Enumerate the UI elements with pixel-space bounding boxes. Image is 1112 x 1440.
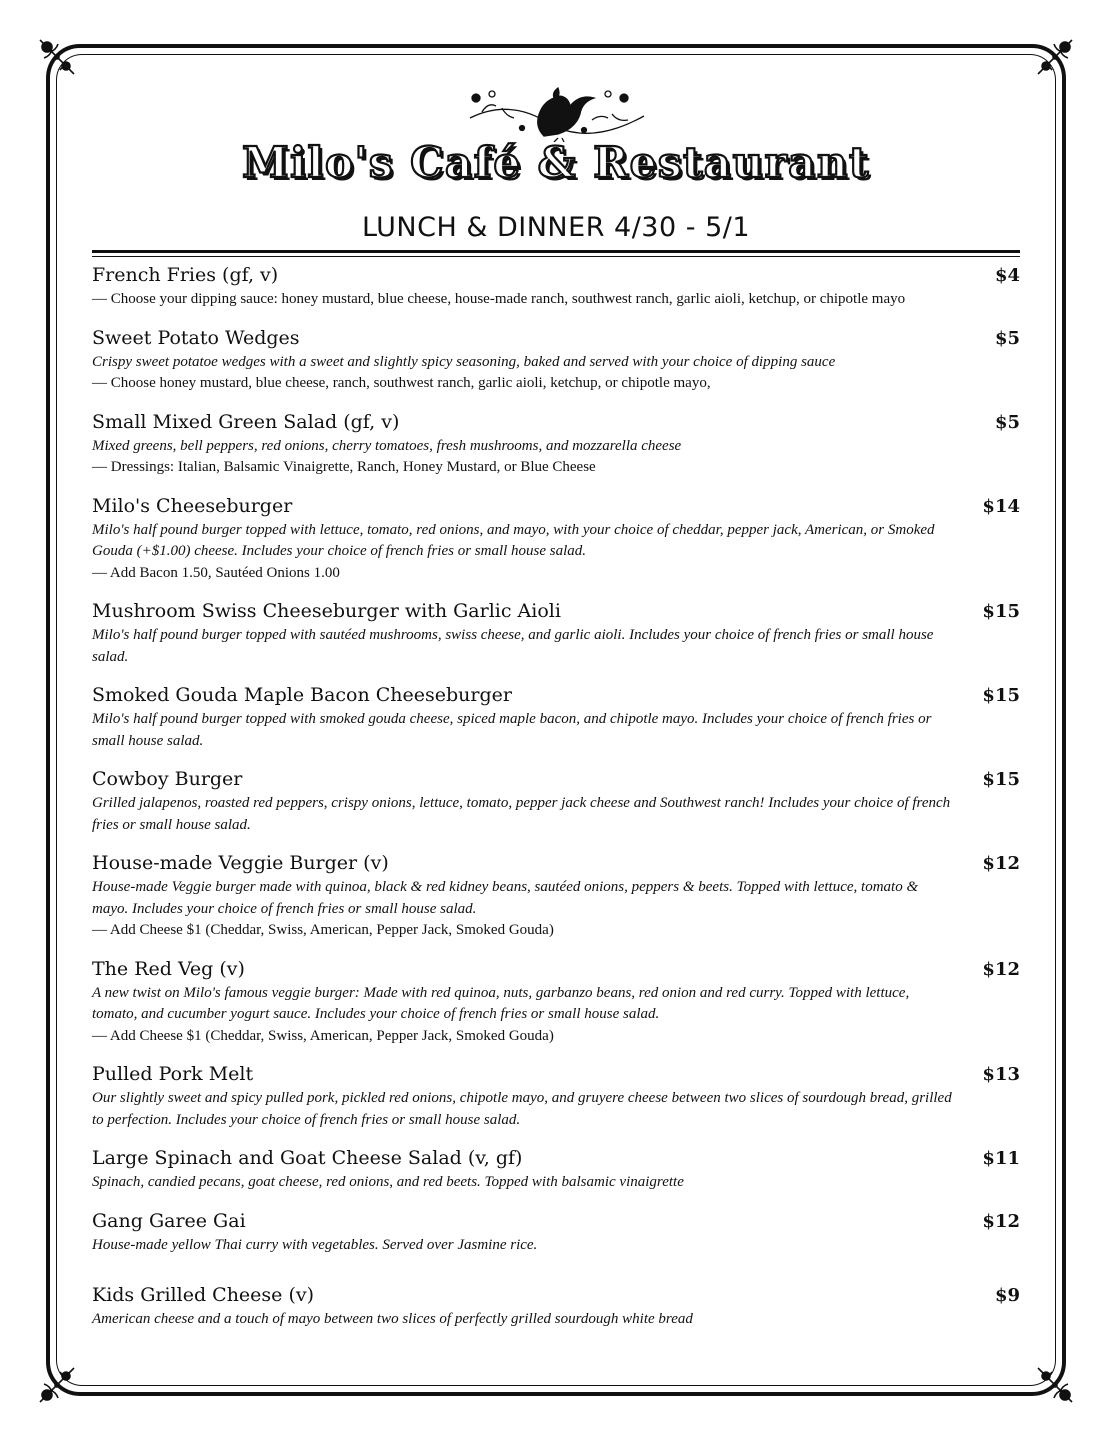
floral-ornament-icon [36, 1364, 78, 1406]
item-description: Mixed greens, bell peppers, red onions, cherry tomatoes, fresh mushrooms, and mozzarella cheese [92, 437, 682, 454]
item-description: Our slightly sweet and spicy pulled pork, pickled red onions, chipotle mayo, and gruyere cheese between two slices of sourdough bread, grilled to perfection. Includes your choice of french fries or small house salad. [92, 1090, 952, 1128]
menu-item [92, 409, 1020, 479]
floral-ornament-icon [1034, 36, 1076, 78]
item-description: Grilled jalapenos, roasted red peppers, crispy onions, lettuce, tomato, pepper jack cheese and Southwest ranch! Includes your choice of french fries or small house salad. [92, 795, 951, 833]
menu-item [92, 850, 1020, 942]
item-price: $12 [982, 958, 1020, 980]
item-price: $15 [982, 685, 1020, 706]
header-divider [92, 250, 1020, 253]
item-price: $4 [994, 265, 1020, 286]
item-description: A new twist on Milo's famous veggie burger: Made with red quinoa, nuts, garbanzo beans, red onion and red curry. Topped with lettuce, tomato, and cucumber yogurt sauce. Includes your choice of french fries or small house salad. [92, 984, 910, 1022]
item-description: American cheese and a touch of mayo between two slices of perfectly grilled sourdough white bread [92, 1311, 693, 1327]
rooster-vine-icon [462, 84, 652, 142]
item-name: Large Spinach and Goat Cheese Salad (v, gf) [92, 1147, 523, 1169]
item-name: House-made Veggie Burger (v) [92, 852, 389, 874]
item-name: Mushroom Swiss Cheeseburger with Garlic Aioli [92, 600, 561, 622]
menu-item [92, 1208, 1020, 1257]
item-price: $11 [982, 1148, 1020, 1169]
item-price: $13 [982, 1064, 1020, 1085]
item-description: Milo's half pound burger topped with lettuce, tomato, red onions, and mayo, with your choice of cheddar, pepper jack, American, or Smoked Gouda (+$1.00) cheese. Includes your choice of french fries or small house salad. [92, 521, 935, 559]
floral-ornament-icon [1034, 1364, 1076, 1406]
item-price: $5 [994, 411, 1020, 433]
menu-items-list [92, 262, 1020, 1345]
floral-ornament-icon [36, 36, 78, 78]
item-description: House-made Veggie burger made with quinoa, black & red kidney beans, sautéed onions, peppers & beets. Topped with lettuce, tomato & mayo. Includes your choice of french fries or small house salad. [92, 879, 919, 917]
item-extra: — Add Bacon 1.50, Sautéed Onions 1.00 [92, 564, 340, 581]
item-extra: — Dressings: Italian, Balsamic Vinaigrette, Ranch, Honey Mustard, or Blue Cheese [92, 459, 596, 475]
item-price: $5 [994, 327, 1020, 349]
item-description: Spinach, candied pecans, goat cheese, red onions, and red beets. Topped with balsamic vinaigrette [92, 1174, 684, 1190]
menu-item [92, 1145, 1020, 1194]
menu-item [92, 956, 1020, 1048]
menu-item [92, 682, 1020, 752]
restaurant-title: Milo's Café & Restaurant [242, 138, 870, 187]
item-extra: — Choose your dipping sauce: honey mustard, blue cheese, house-made ranch, southwest ranch, garlic aioli, ketchup, or chipotle mayo [92, 291, 906, 307]
menu-item [92, 262, 1020, 311]
item-name: Cowboy Burger [92, 768, 243, 790]
menu-item [92, 1282, 1020, 1331]
item-description: Milo's half pound burger topped with sautéed mushrooms, swiss cheese, and garlic aioli. Includes your choice of french fries or small house salad. [92, 627, 934, 665]
item-name: Sweet Potato Wedges [92, 326, 300, 349]
item-name: Smoked Gouda Maple Bacon Cheeseburger [92, 684, 512, 706]
menu-item [92, 493, 1020, 585]
item-price: $12 [982, 1210, 1020, 1232]
menu-subtitle: LUNCH & DINNER 4/30 - 5/1 [361, 212, 751, 243]
item-name: Pulled Pork Melt [92, 1063, 254, 1085]
item-price: $12 [982, 853, 1020, 874]
item-extra: — Add Cheese $1 (Cheddar, Swiss, American, Pepper Jack, Smoked Gouda) [92, 1027, 554, 1044]
item-name: Kids Grilled Cheese (v) [92, 1284, 315, 1306]
item-price: $15 [982, 601, 1020, 622]
item-extra: — Add Cheese $1 (Cheddar, Swiss, American, Pepper Jack, Smoked Gouda) [92, 922, 554, 938]
item-price: $15 [982, 769, 1020, 790]
item-name: Small Mixed Green Salad (gf, v) [92, 410, 400, 433]
menu-item [92, 325, 1020, 395]
item-description: House-made yellow Thai curry with vegetables. Served over Jasmine rice. [92, 1236, 538, 1253]
menu-item [92, 1061, 1020, 1131]
item-price: $9 [994, 1285, 1020, 1306]
header-divider-thin [92, 256, 1020, 257]
item-extra: — Choose honey mustard, blue cheese, ranch, southwest ranch, garlic aioli, ketchup, or chipotle mayo, [92, 375, 711, 391]
item-description: Milo's half pound burger topped with smoked gouda cheese, spiced maple bacon, and chipotle mayo. Includes your choice of french fries or small house salad. [92, 711, 932, 749]
menu-item [92, 766, 1020, 836]
item-price: $14 [982, 495, 1020, 517]
menu-item [92, 598, 1020, 668]
item-description: Crispy sweet potatoe wedges with a sweet and slightly spicy seasoning, baked and served with your choice of dipping sauce [92, 353, 836, 370]
item-name: Milo's Cheeseburger [92, 494, 293, 517]
item-name: The Red Veg (v) [92, 957, 245, 980]
item-name: Gang Garee Gai [92, 1209, 246, 1232]
item-name: French Fries (gf, v) [92, 264, 279, 286]
